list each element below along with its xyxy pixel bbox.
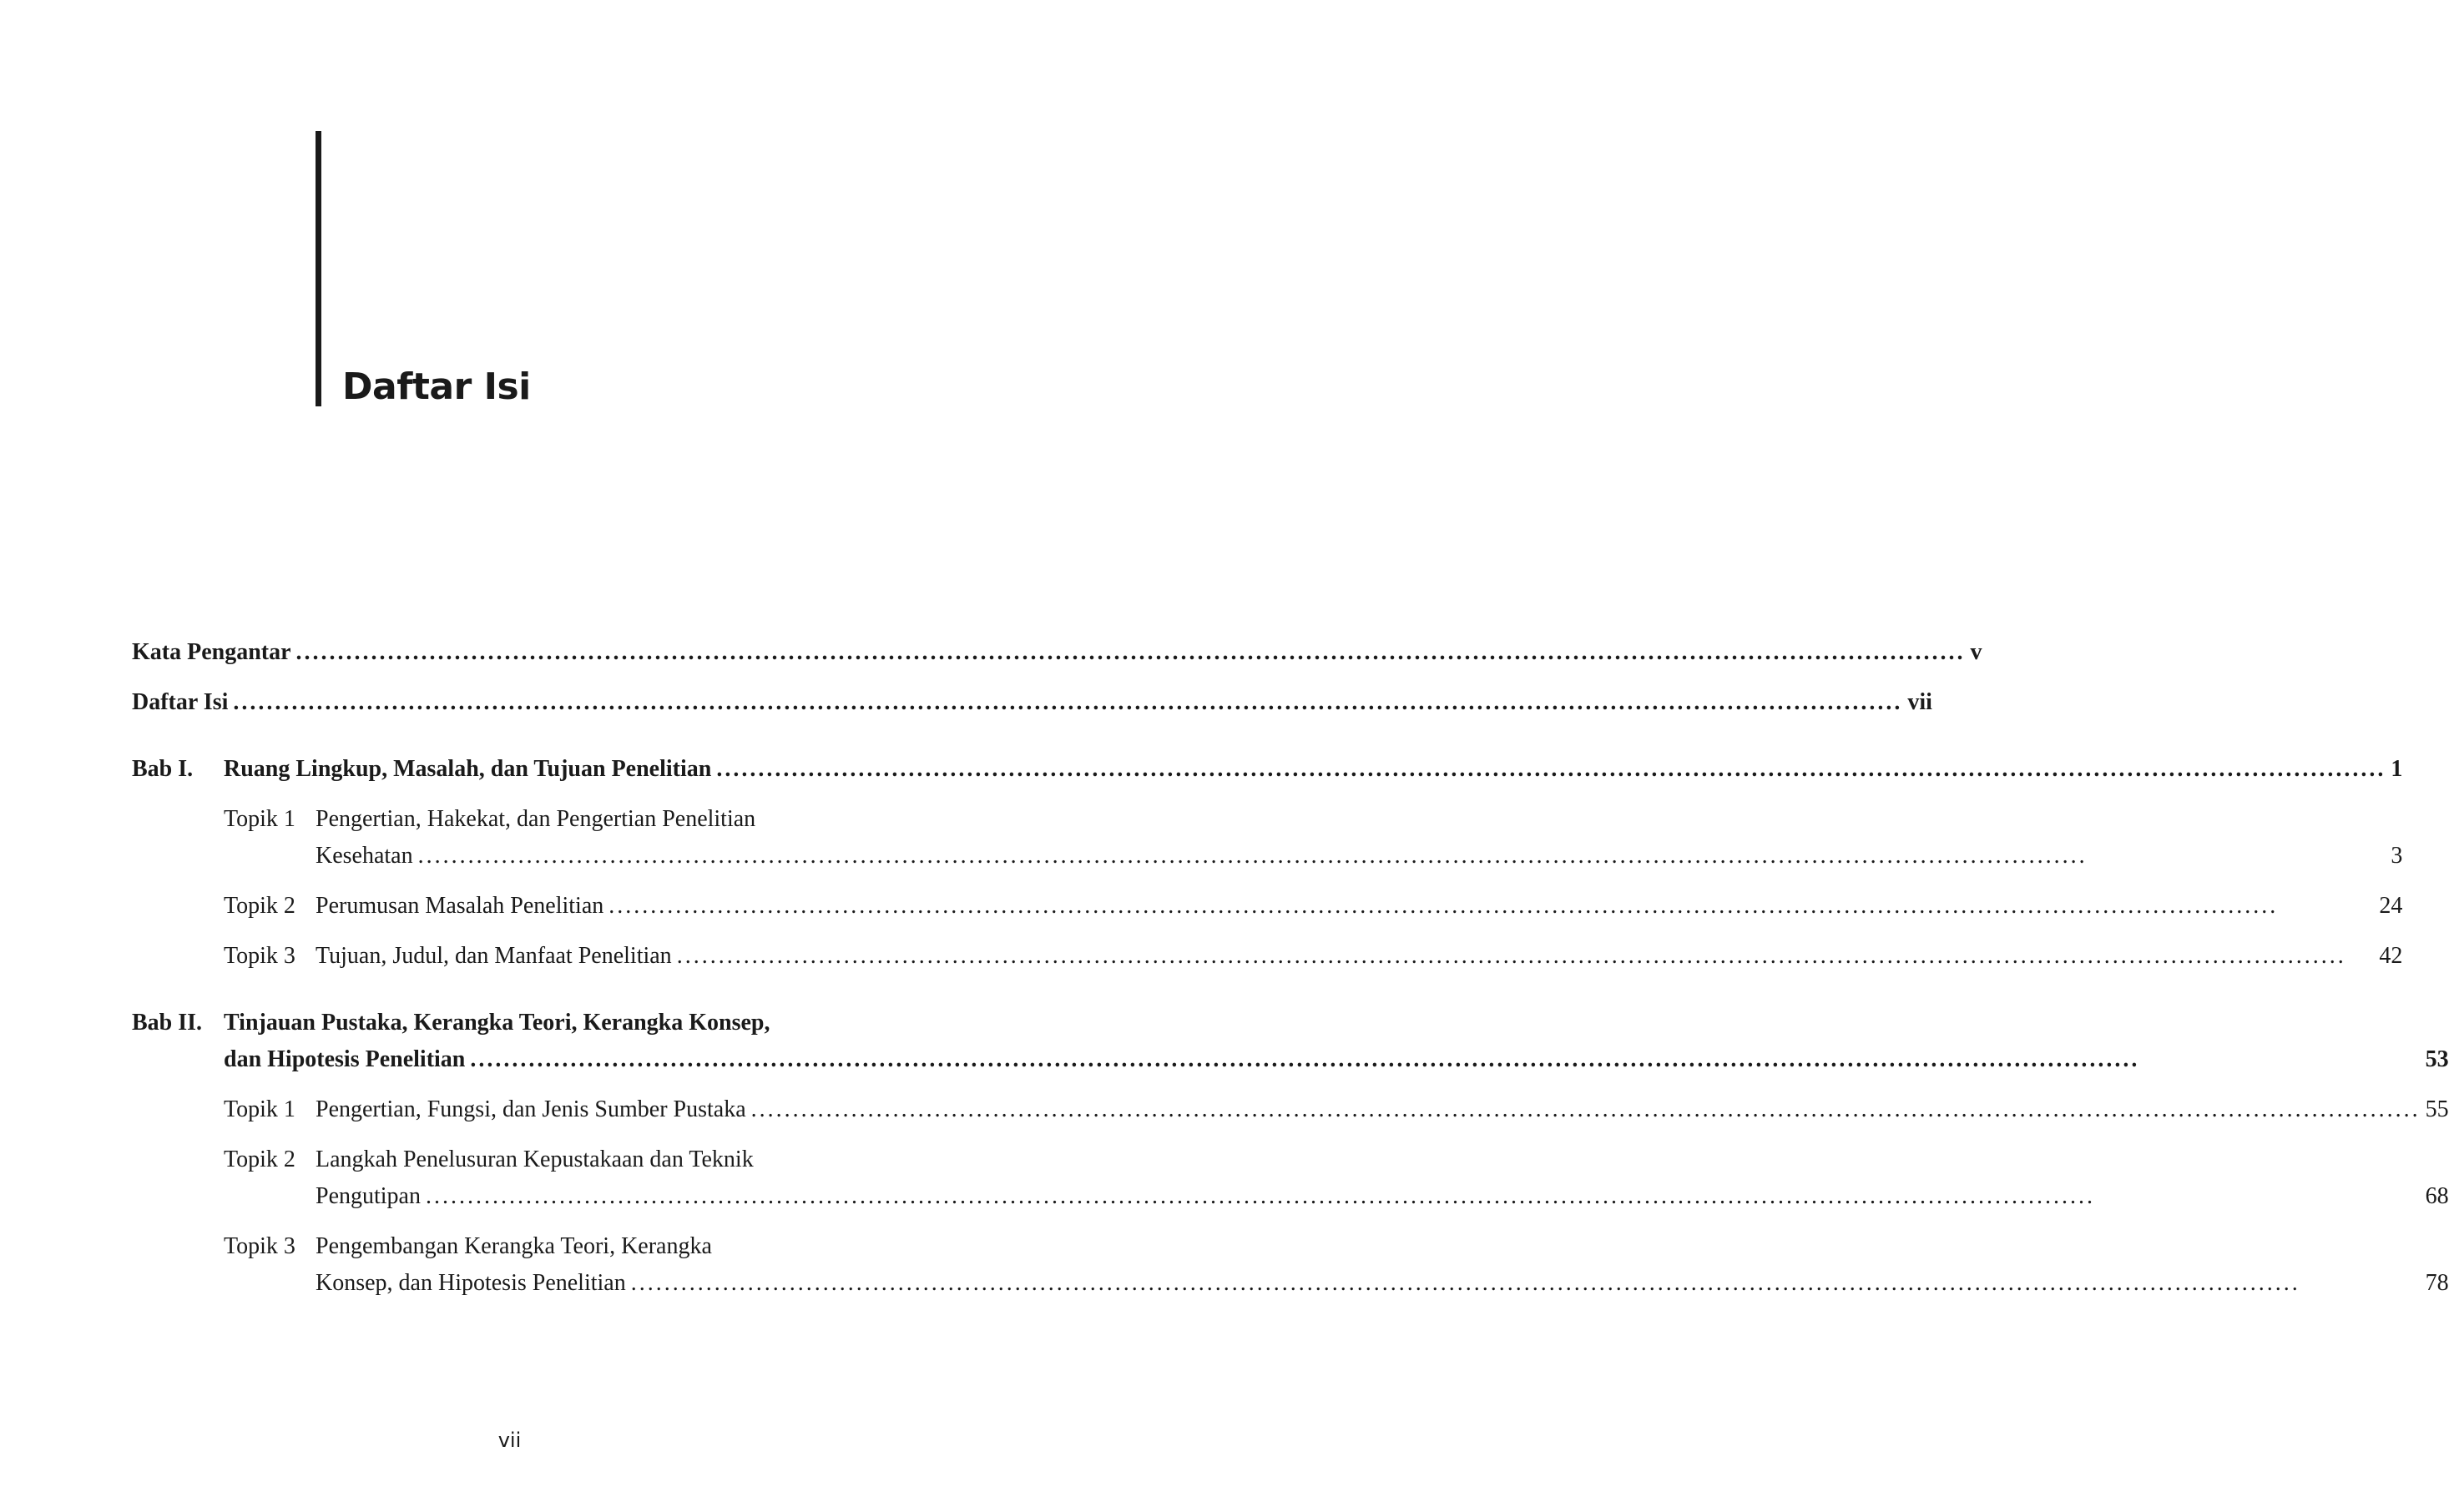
toc-chapter-2: [132, 1005, 2449, 1302]
chapter-page: 1: [2391, 756, 2403, 782]
leader-dots: ........................................................................................................................................................................................................: [750, 1096, 2421, 1122]
topic-number: Topik 3: [224, 1233, 295, 1259]
toc-topic[interactable]: [224, 1091, 2449, 1128]
leader-dots: ........................................................................................................................................................................................................: [470, 1046, 2140, 1072]
heading-accent-bar: [316, 131, 321, 406]
topic-page: 3: [2391, 843, 2403, 869]
topic-title-line: Pengertian, Fungsi, dan Jenis Sumber Pustaka: [316, 1096, 746, 1122]
topic-title-line: Perumusan Masalah Penelitian: [316, 893, 604, 919]
toc-entry-daftar-isi[interactable]: [132, 684, 1932, 721]
topic-number: Topik 1: [224, 806, 295, 832]
topic-number: Topik 1: [224, 1096, 295, 1122]
toc-topic[interactable]: [224, 938, 2402, 975]
toc-chapter-1: [132, 751, 2403, 975]
topic-page: 68: [2425, 1183, 2449, 1209]
chapter-title-line[interactable]: Tinjauan Pustaka, Kerangka Teori, Kerangka Konsep,: [224, 1010, 770, 1036]
chapter-number: Bab II.: [132, 1010, 203, 1036]
topic-title-line: Pengertian, Hakekat, dan Pengertian Penelitian: [316, 806, 756, 832]
toc-chapter-title[interactable]: [224, 751, 2402, 788]
topic-title-line: Konsep, dan Hipotesis Penelitian: [316, 1270, 626, 1296]
page-number: vii: [497, 1429, 522, 1452]
leader-dots: ........................................................................................................................................................................................................: [417, 843, 2088, 869]
topic-page: 78: [2425, 1270, 2449, 1296]
toc-topic[interactable]: [224, 1228, 2449, 1302]
topic-page: 24: [2379, 893, 2403, 919]
table-of-contents: [132, 634, 2449, 1302]
toc-entry-label: Kata Pengantar: [132, 639, 291, 665]
leader-dots: ........................................................................................................................................................................................................: [295, 639, 1966, 665]
toc-chapter-title[interactable]: [224, 1041, 2449, 1078]
topic-title-line: Pengutipan: [316, 1183, 421, 1209]
leader-dots: ........................................................................................................................................................................................................: [608, 893, 2279, 919]
chapter-title-line: Ruang Lingkup, Masalah, dan Tujuan Penelitian: [224, 756, 712, 782]
leader-dots: ........................................................................................................................................................................................................: [233, 689, 1903, 715]
toc-entry-label: Daftar Isi: [132, 689, 229, 715]
toc-entry-page: vii: [1907, 689, 1932, 715]
page-title: Daftar Isi: [342, 365, 531, 408]
chapter-number: Bab I.: [132, 756, 194, 782]
leader-dots: ........................................................................................................................................................................................................: [630, 1270, 2300, 1296]
leader-dots: ........................................................................................................................................................................................................: [426, 1183, 2095, 1209]
leader-dots: ........................................................................................................................................................................................................: [676, 943, 2346, 969]
leader-dots: ........................................................................................................................................................................................................: [716, 756, 2386, 782]
topic-number: Topik 2: [224, 1147, 295, 1172]
topic-number: Topik 2: [224, 893, 295, 919]
toc-topic[interactable]: [224, 801, 2402, 874]
topic-page: 42: [2379, 943, 2403, 969]
topic-title-line: Pengembangan Kerangka Teori, Kerangka: [316, 1233, 712, 1259]
topic-page: 55: [2425, 1096, 2449, 1122]
chapter-page: 53: [2425, 1046, 2449, 1072]
toc-entry-page: v: [1970, 639, 1982, 665]
toc-entry-kata-pengantar[interactable]: [132, 634, 1982, 671]
chapter-title-line: dan Hipotesis Penelitian: [224, 1046, 466, 1072]
toc-topic[interactable]: [224, 888, 2402, 925]
topic-number: Topik 3: [224, 943, 295, 969]
toc-topic[interactable]: [224, 1142, 2449, 1215]
topic-title-line: Langkah Penelusuran Kepustakaan dan Teknik: [316, 1147, 754, 1172]
topic-title-line: Kesehatan: [316, 843, 413, 869]
topic-title-line: Tujuan, Judul, dan Manfaat Penelitian: [316, 943, 672, 969]
